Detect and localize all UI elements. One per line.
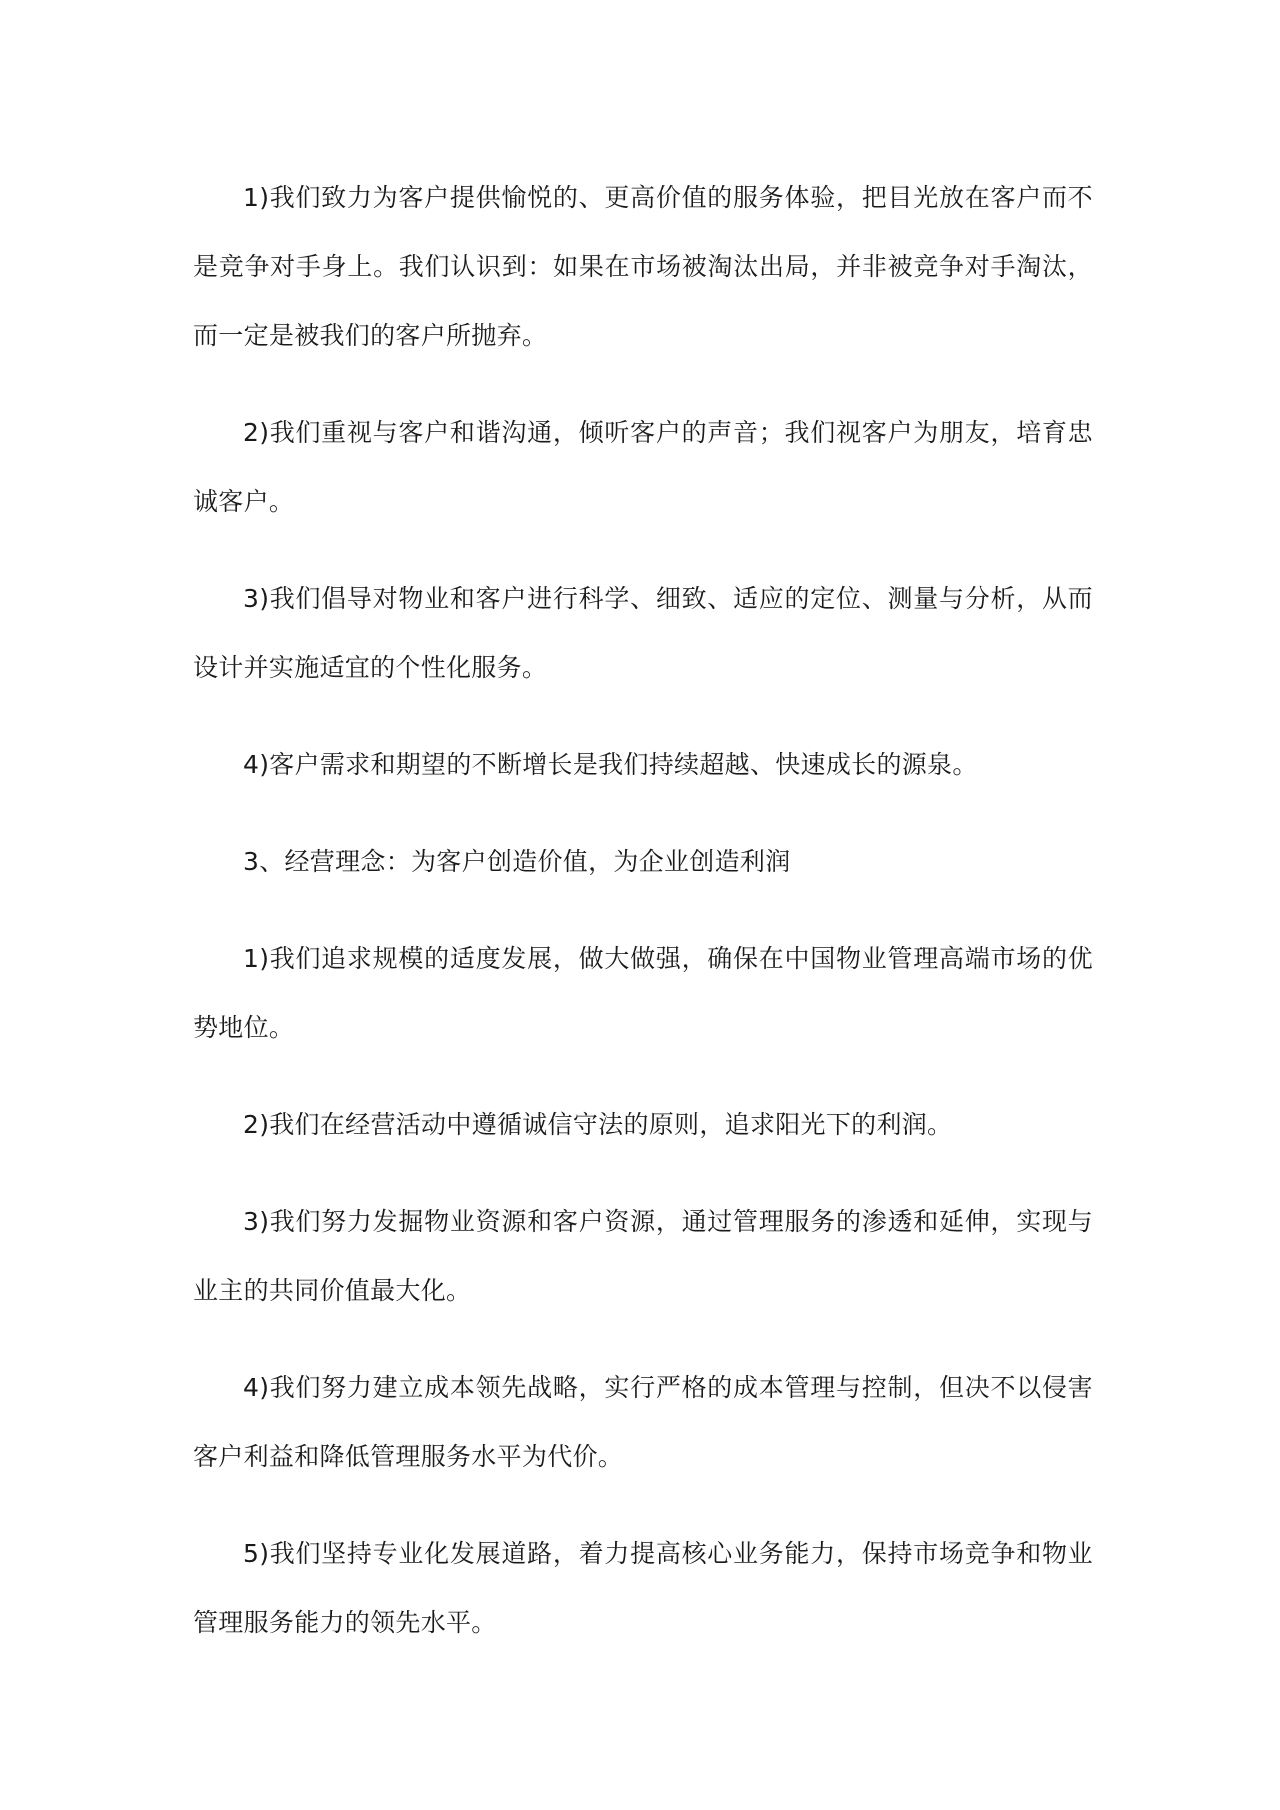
paragraph-business-2: 2)我们在经营活动中遵循诚信守法的原则，追求阳光下的利润。 (243, 1110, 953, 1139)
paragraph-business-1: 1)我们追求规模的适度发展，做大做强，确保在中国物业管理高端市场的优势地位。 (193, 944, 1093, 1042)
paragraph-business-5: 5)我们坚持专业化发展道路，着力提高核心业务能力，保持市场竞争和物业管理服务能力的领先水平。 (193, 1539, 1093, 1637)
paragraph-customer-focus-1: 1)我们致力为客户提供愉悦的、更高价值的服务体验，把目光放在客户而不是竞争对手身上。我们认识到：如果在市场被淘汰出局，并非被竞争对手淘汰，而一定是被我们的客户所抛弃。 (193, 183, 1093, 350)
section-heading-business-philosophy: 3、经营理念：为客户创造价值，为企业创造利润 (243, 847, 791, 876)
paragraph-customer-focus-3: 3)我们倡导对物业和客户进行科学、细致、适应的定位、测量与分析，从而设计并实施适宜的个性化服务。 (193, 584, 1093, 682)
paragraph-business-4: 4)我们努力建立成本领先战略，实行严格的成本管理与控制，但决不以侵害客户利益和降低管理服务水平为代价。 (193, 1373, 1093, 1471)
document-body (193, 163, 1093, 1685)
paragraph-business-3: 3)我们努力发掘物业资源和客户资源，通过管理服务的渗透和延伸，实现与业主的共同价值最大化。 (193, 1207, 1093, 1305)
paragraph-customer-focus-2: 2)我们重视与客户和谐沟通，倾听客户的声音；我们视客户为朋友，培育忠诚客户。 (193, 418, 1093, 516)
paragraph-customer-focus-4: 4)客户需求和期望的不断增长是我们持续超越、快速成长的源泉。 (243, 750, 978, 779)
